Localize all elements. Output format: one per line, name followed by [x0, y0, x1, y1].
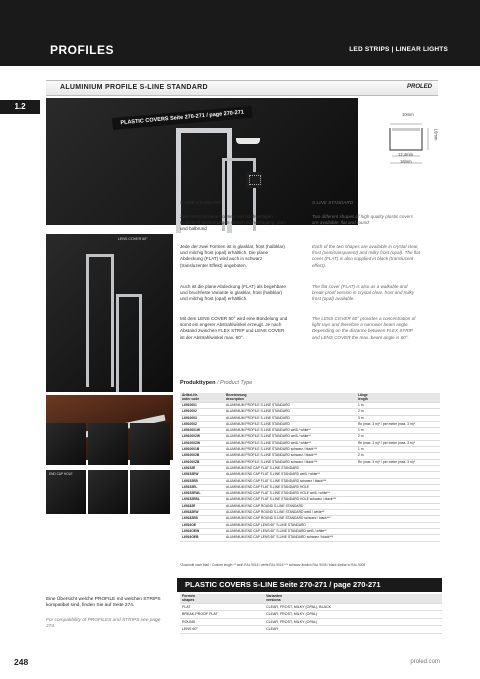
product-types-title: [180, 380, 252, 386]
endcap-photo-3: [130, 423, 170, 465]
cell-desc: ALUMINIUM END CAP ROUND S-LINE STANDARD weiß / white**: [224, 510, 356, 516]
lens-cover-label: LENS COVER 60°: [118, 237, 148, 241]
cell-code: L6910001: [180, 403, 224, 409]
cell-code: L69152EW: [180, 472, 224, 478]
para-2-en: Each of the two shapes are available in crystal clear, frost (semitransparent) and milky frost (opal). The flat cover (FLAT) is also supplied in black (translucent effect).: [312, 244, 420, 268]
chapter-tab: 1.2: [0, 100, 40, 114]
pc-row: [180, 611, 442, 618]
para-4-de: Mit dem LENS COVER 60° wird eine Bündelung und somit ein engerer Abstrahlwinkel erzeugt. Je nach Abstand zwischen FLEX STRIP und LENS COVER ist der Abstrahlwinkel max. 60°.: [180, 316, 288, 340]
compat-de: Eine Übersicht welche PROFILE mit welchen STRIPS kompatibel sind, finden Sie auf Seite 274.: [46, 597, 161, 609]
para-3-en: The flat cover (FLAT) is also as a walkable and break-proof version in crystal clear, frost and milky frost (opal) available.: [312, 284, 415, 302]
cell-desc: ALUMINIUM PROFILE S-LINE STANDARD schwarz / black***: [224, 453, 356, 459]
cell-code: L6910002: [180, 409, 224, 415]
cell-desc: ALUMINIUM END CAP LENS 60° S-LINE STANDARD weiß / white**: [224, 528, 356, 534]
brand-logo: PROLED: [406, 84, 432, 90]
cell-code: L6910001B: [180, 447, 224, 453]
dim-top-label: 10mm: [402, 112, 414, 117]
cell-code: L69152E: [180, 465, 224, 471]
cell-len: 2 m: [356, 453, 440, 459]
para-3-de: Auch ist die plane Abdeckung (FLAT) als begehbare und bruchfeste Variante in glasklar, frost (halbklar) und milchig frost (opal) erhältlich.: [180, 284, 286, 302]
lens-cover-photo: [46, 234, 173, 392]
plastic-covers-table: [180, 594, 442, 634]
cell-desc: ALUMINIUM END CAP LENS 60° S-LINE STANDARD schwarz / black***: [224, 535, 356, 541]
cell-versions: CLEAR, FROST, MILKY (OPAL), BLACK: [264, 604, 442, 611]
cell-desc: ALUMINIUM PROFILE S-LINE STANDARD: [224, 409, 356, 415]
cell-len: Rn (max. 3 m)* / per meter (max. 3 m)*: [356, 459, 440, 465]
pc-row: [180, 604, 442, 611]
cell-desc: ALUMINIUM END CAP FLAT S-LINE STANDARD HOLE schwarz / black***: [224, 497, 356, 503]
footer: [0, 663, 480, 679]
ip-rating-sticker: [246, 172, 262, 188]
plastic-covers-banner: PLASTIC COVERS Seite 270-271 / page 270-271: [112, 106, 252, 130]
top-header-bar: [0, 0, 480, 66]
dim-outer-label: 16mm: [400, 159, 412, 164]
cell-len: 1 m: [356, 447, 440, 453]
cell-code: L6910001W: [180, 428, 224, 434]
pc-row: [180, 618, 442, 625]
col-form: Formen shapes: [180, 594, 264, 604]
cell-desc: ALUMINIUM PROFILE S-LINE STANDARD: [224, 403, 356, 409]
table-header-row: [180, 393, 440, 403]
cell-code: L6910002B: [180, 453, 224, 459]
para-2-de: Jede der zwei Formen ist in glasklar, frost (halbklar) und milchig frost (opal) erhältlich. Die plane Abdeckung (FLAT) wird auch in schwarz (transluzenter Effekt) angeboten.: [180, 244, 285, 268]
cover-section: [392, 128, 420, 131]
endcap-photo-1: [46, 423, 86, 465]
endcap-photo-2: [88, 423, 128, 465]
table-footnote: *Zuschnitt nach Maß / Custom length ** weiß RAL 9016 / white RAL 9016 *** schwarz ähnlich RAL 9005 / black similar to RAL 9005: [180, 563, 366, 567]
cell-code: L6916OE: [180, 522, 224, 528]
cell-code: L691000ZW: [180, 440, 224, 446]
cell-len: 1 m: [356, 428, 440, 434]
cell-code: L69182EB: [180, 516, 224, 522]
section-header: [46, 80, 438, 96]
cell-len: Rn (max. 3 m)* / per meter (max. 3 m)*: [356, 421, 440, 427]
cell-desc: ALUMINIUM END CAP ROUND S-LINE STANDARD schwarz / black***: [224, 516, 356, 522]
cell-code: L69152EWL: [180, 491, 224, 497]
cell-code: L6910002W: [180, 434, 224, 440]
diffuser-cover: [236, 138, 260, 144]
para-1-en: Two different shapes of high quality plastic covers are available: flat and round: [312, 214, 414, 226]
cell-desc: ALUMINIUM END CAP FLAT S-LINE STANDARD schwarz / black***: [224, 478, 356, 484]
cell-len: [356, 535, 440, 541]
cell-desc: ALUMINIUM END CAP LENS 60° S-LINE STANDARD: [224, 522, 356, 528]
cell-versions: CLEAR, FROST, MILKY (OPAL): [264, 611, 442, 618]
cell-code: L691000Z: [180, 421, 224, 427]
cell-desc: ALUMINIUM END CAP FLAT S-LINE STANDARD HOLE: [224, 484, 356, 490]
compatibility-note: [46, 597, 162, 631]
cell-form: ROUND: [180, 618, 264, 625]
section-title: ALUMINIUM PROFILE S-LINE STANDARD: [60, 84, 208, 91]
cell-code: L69152EL: [180, 484, 224, 490]
profile-section: [390, 128, 422, 150]
lens-profile-2: [116, 294, 142, 392]
intro-en: S-LINE STANDARD: [312, 200, 354, 205]
product-types-title-de: Produkttypen: [180, 380, 216, 386]
pc-row: [180, 626, 442, 633]
intro-de: S-LINE STANDARD: [180, 200, 222, 205]
cell-desc: ALUMINIUM PROFILE S-LINE STANDARD: [224, 421, 356, 427]
cell-desc: ALUMINIUM PROFILE S-LINE STANDARD weiß / white**: [224, 428, 356, 434]
para-4-en: The LENS COVER 60° provides a concentration of light rays and therefore a narrower beam angle. Depending on the distance between FLEX STRIP and LENS COVER the max. beam angle is 60°.: [312, 316, 416, 340]
cell-code: L691000ZB: [180, 459, 224, 465]
dim-side-label: 16mm: [433, 128, 439, 141]
page-title: PROFILES: [50, 43, 115, 57]
header-category: LED STRIPS | LINEAR LIGHTS: [349, 46, 448, 53]
cell-code: L69152EBL: [180, 497, 224, 503]
website-link[interactable]: proled.com: [410, 659, 440, 665]
col-code: Artikel-Nr. order code: [180, 393, 224, 403]
cell-form: FLAT: [180, 604, 264, 611]
product-table: [180, 393, 440, 542]
cell-len: 3 m: [356, 415, 440, 421]
endcap-hole-label: END CAP HOLE: [49, 472, 73, 476]
dim-inner-label: 12,4mm: [398, 152, 414, 157]
cell-len: 1 m: [356, 403, 440, 409]
cell-code: L6916OEB: [180, 535, 224, 541]
cell-desc: ALUMINIUM END CAP FLAT S-LINE STANDARD: [224, 465, 356, 471]
cell-versions: CLEAR: [264, 626, 442, 633]
cell-form: LENS 60°: [180, 626, 264, 633]
cell-len: Rn (max. 3 m)* / per meter (max. 3 m)*: [356, 440, 440, 446]
para-1-de: Zwei verschiedene Formen von hochwertigen Kunststoff-abdeckungen stehen zur Verfügung: plan und halbrund: [180, 214, 286, 232]
col-versions: Varianten versions: [264, 594, 442, 604]
cell-desc: ALUMINIUM PROFILE S-LINE STANDARD: [224, 415, 356, 421]
cell-desc: ALUMINIUM END CAP FLAT S-LINE STANDARD weiß / white**: [224, 472, 356, 478]
cell-code: L6916OEW: [180, 528, 224, 534]
cell-form: BREAK-PROOF FLAT: [180, 611, 264, 618]
table-row: [180, 535, 440, 541]
cell-code: L69182E: [180, 503, 224, 509]
pc-header-row: [180, 594, 442, 604]
page-number: 248: [14, 657, 29, 667]
col-length: Länge length: [356, 393, 440, 403]
cell-desc: ALUMINIUM PROFILE S-LINE STANDARD weiß / white**: [224, 440, 356, 446]
cell-desc: ALUMINIUM END CAP FLAT S-LINE STANDARD HOLE weiß / white**: [224, 491, 356, 497]
col-desc: Bezeichnung description: [224, 393, 356, 403]
endcap-photo-4: [88, 470, 128, 514]
cell-desc: ALUMINIUM END CAP ROUND S-LINE STANDARD: [224, 503, 356, 509]
cell-desc: ALUMINIUM PROFILE S-LINE STANDARD weiß / white**: [224, 434, 356, 440]
cell-desc: ALUMINIUM PROFILE S-LINE STANDARD schwarz / black***: [224, 447, 356, 453]
cell-len: 2 m: [356, 434, 440, 440]
cell-code: L69182EW: [180, 510, 224, 516]
plastic-covers-bar: PLASTIC COVERS S-LINE Seite 270-271 / page 270-271: [177, 578, 442, 592]
lens-profile-1: [86, 254, 114, 387]
endcap-hole-photo: [46, 470, 86, 514]
cell-versions: CLEAR, FROST, MILKY (OPAL): [264, 618, 442, 625]
cell-code: L6910003: [180, 415, 224, 421]
endcap-photo-5: [130, 470, 170, 514]
cell-len: 2 m: [356, 409, 440, 415]
cell-desc: ALUMINIUM PROFILE S-LINE STANDARD schwarz / black***: [224, 459, 356, 465]
product-types-title-en: / Product Type: [216, 380, 253, 386]
cell-code: L69152EB: [180, 478, 224, 484]
sticker-icon: [249, 175, 261, 185]
compat-en: For compatibility of PROFILES and STRIPS see page 274.: [46, 617, 161, 630]
